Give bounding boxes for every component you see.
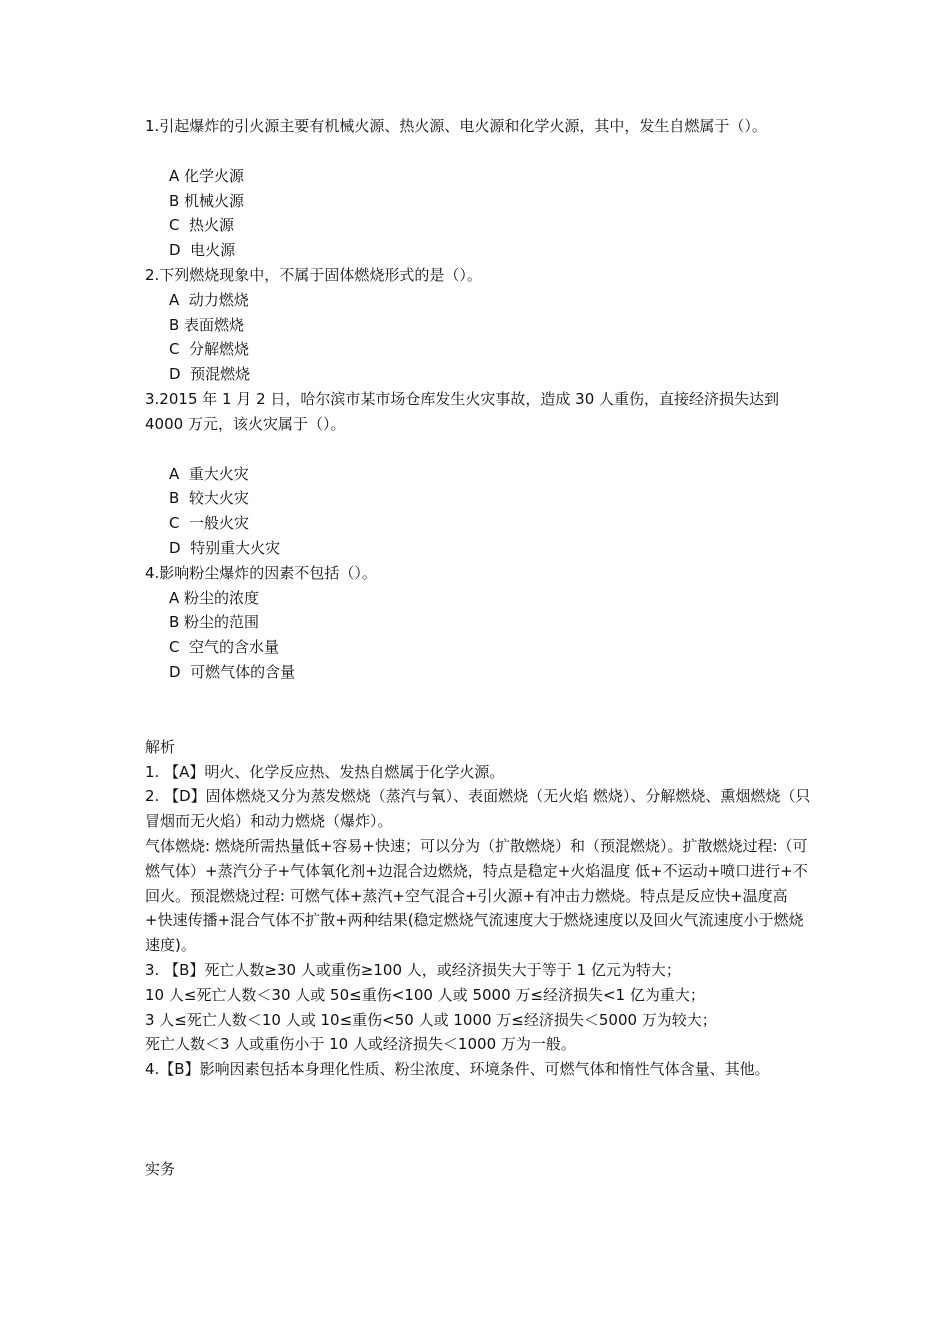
question-3-option-b: B 较大火灾 <box>169 489 249 508</box>
question-3-option-a: A 重大火灾 <box>169 464 249 483</box>
analysis-line-2: 2. 【D】固体燃烧又分为蒸发燃烧（蒸汽与氧）、表面燃烧（无火焰 燃烧）、分解燃烧、熏烟燃烧（只冒烟而无火焰）和动力燃烧（爆炸）。 <box>145 787 811 831</box>
question-2-stem: 2.下列燃烧现象中，不属于固体燃烧形式的是（）。 <box>145 265 482 284</box>
question-1-option-d: D 电火源 <box>169 241 236 260</box>
analysis-line-3: 3. 【B】死亡人数≥30 人或重伤≥100 人，或经济损失大于等于 1 亿元为特大； <box>145 960 681 979</box>
question-3-option-c: C 一般火灾 <box>169 514 250 533</box>
analysis-line-1: 1. 【A】明火、化学反应热、发热自燃属于化学火源。 <box>145 762 505 781</box>
question-4-stem: 4.影响粉尘爆炸的因素不包括（）。 <box>145 563 377 582</box>
analysis-line-3b: 10 人≤死亡人数＜30 人或 50≤重伤<100 人或 5000 万≤经济损失<1 亿为重大； <box>145 985 705 1004</box>
question-2-option-d: D 预混燃烧 <box>169 365 251 384</box>
question-2-option-c: C 分解燃烧 <box>169 340 250 359</box>
question-1-stem: 1.引起爆炸的引火源主要有机械火源、热火源、电火源和化学火源，其中，发生自燃属于（）。 <box>145 117 767 135</box>
question-1-option-c: C 热火源 <box>169 216 235 235</box>
question-4-option-d: D 可燃气体的含量 <box>169 662 296 681</box>
analysis-title: 解析 <box>145 737 176 756</box>
question-1-option-a: A 化学火源 <box>169 166 245 185</box>
question-2-option-b: B 表面燃烧 <box>169 315 245 334</box>
analysis-line-3d: 死亡人数＜3 人或重伤小于 10 人或经济损失＜1000 万为一般。 <box>145 1035 576 1054</box>
question-3-option-d: D 特别重大火灾 <box>169 538 281 557</box>
question-2-option-a: A 动力燃烧 <box>169 290 249 309</box>
analysis-line-4: 4.【B】影响因素包括本身理化性质、粉尘浓度、环境条件、可燃气体和惰性气体含量、其他。 <box>145 1060 770 1079</box>
question-4-option-b: B 粉尘的范围 <box>169 613 260 632</box>
analysis-line-3c: 3 人≤死亡人数＜10 人或 10≤重伤<50 人或 1000 万≤经济损失＜5000 万为较大； <box>145 1010 717 1029</box>
question-3-stem: 3.2015 年 1 月 2 日，哈尔滨市某市场仓库发生火灾事故，造成 30 人重伤，直接经济损失达到 4000 万元，该火灾属于（）。 <box>145 389 780 433</box>
question-1-option-b: B 机械火源 <box>169 191 245 210</box>
question-4-option-c: C 空气的含水量 <box>169 638 280 657</box>
question-4-option-a: A 粉尘的浓度 <box>169 588 260 607</box>
analysis-line-gas: 气体燃烧: 燃烧所需热量低+容易+快速；可以分为（扩散燃烧）和（预混燃烧）。扩散燃烧过程:（可燃气体）+蒸汽分子+气体氧化剂+边混合边燃烧，特点是稳定+火焰温度 低+不运动+喷口进行+不回火。预混燃烧过程: 可燃气体+蒸汽+空气混合+引火源+有冲击力燃烧。特点是反应快+温度高+快速传播+混合气体不扩散+两种结果(稳定燃烧气流速度大于燃烧速度以及回火气流速度小于燃烧速度)。 <box>145 836 808 955</box>
section-title: 实务 <box>145 1159 176 1178</box>
document-page <box>145 114 813 1182</box>
